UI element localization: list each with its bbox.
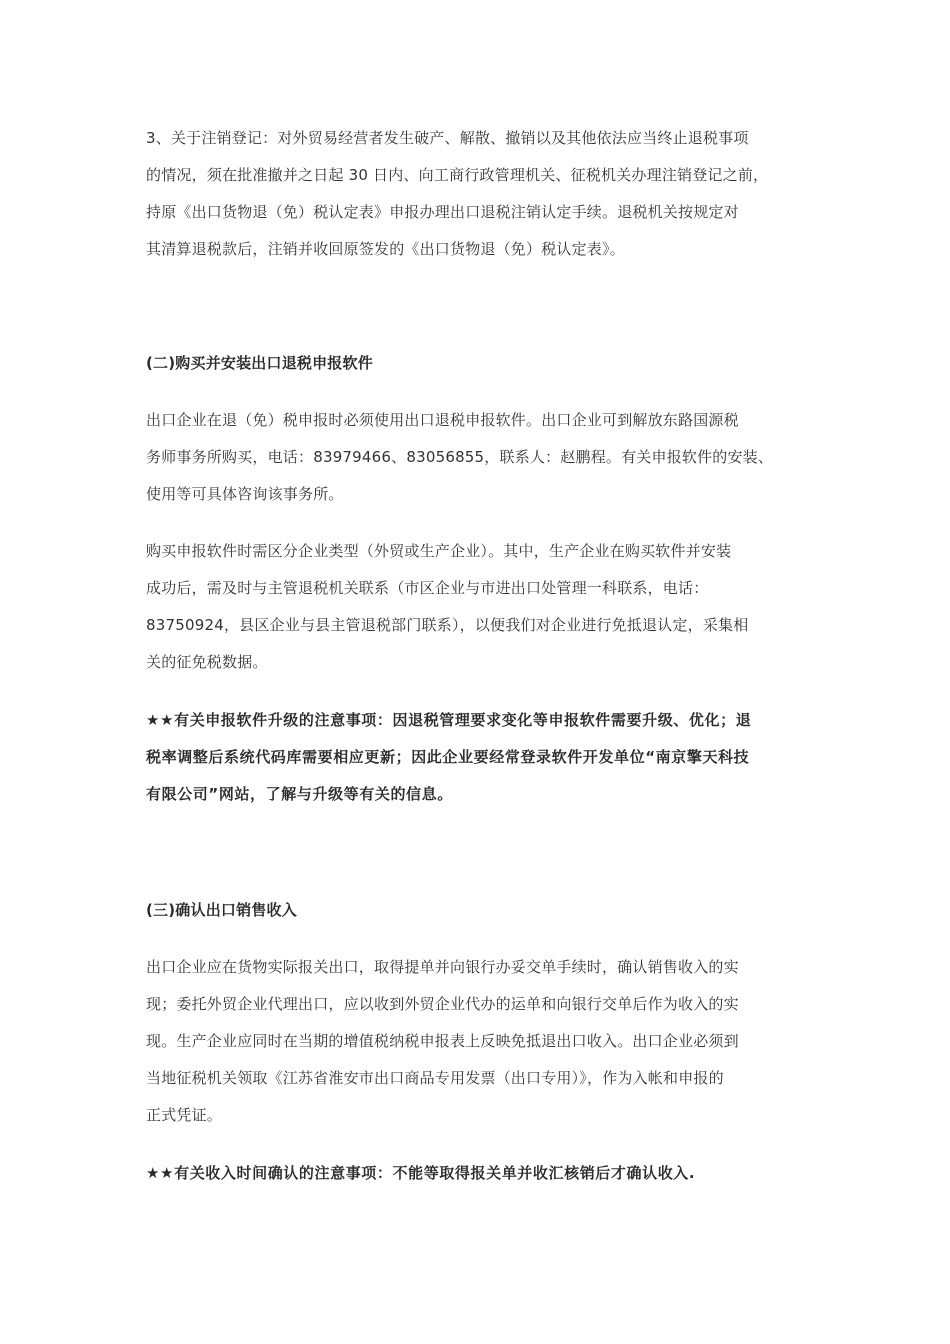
note-line: ★★有关申报软件升级的注意事项：因退税管理要求变化等申报软件需要升级、优化；退 <box>146 711 752 729</box>
software-paragraph-2 <box>146 533 811 681</box>
paragraph-line: 正式凭证。 <box>146 1106 223 1124</box>
paragraph-line: 关的征免税数据。 <box>146 653 268 671</box>
paragraph-line: 其清算退税款后，注销并收回原签发的《出口货物退（免）税认定表》。 <box>146 240 625 258</box>
paragraph-line: 当地征税机关领取《江苏省淮安市出口商品专用发票（出口专用）》，作为入帐和申报的 <box>146 1069 724 1087</box>
software-paragraph-1 <box>146 402 811 513</box>
income-paragraph <box>146 949 811 1134</box>
paragraph-line: 3、关于注销登记：对外贸易经营者发生破产、解散、撤销以及其他依法应当终止退税事项 <box>146 129 749 147</box>
paragraph-line: 出口企业应在货物实际报关出口，取得提单并向银行办妥交单手续时，确认销售收入的实 <box>146 958 739 976</box>
income-timing-note <box>146 1155 811 1192</box>
paragraph-line: 持原《出口货物退（免）税认定表》申报办理出口退税注销认定手续。退税机关按规定对 <box>146 203 739 221</box>
section-heading: (二)购买并安装出口退税申报软件 <box>146 354 373 372</box>
paragraph-line: 购买申报软件时需区分企业类型（外贸或生产企业）。其中，生产企业在购买软件并安装 <box>146 542 732 560</box>
note-line: 有限公司”网站，了解与升级等有关的信息。 <box>146 785 453 803</box>
software-upgrade-note <box>146 702 811 813</box>
paragraph-line: 现；委托外贸企业代理出口，应以收到外贸企业代办的运单和向银行交单后作为收入的实 <box>146 995 739 1013</box>
section-heading-software <box>146 345 811 382</box>
paragraph-line: 成功后，需及时与主管退税机关联系（市区企业与市进出口处管理一科联系，电话： <box>146 579 709 597</box>
paragraph-line: 83750924，县区企业与县主管退税部门联系），以便我们对企业进行免抵退认定，采集相 <box>146 616 749 634</box>
paragraph-line: 的情况，须在批准撤并之日起 30 日内、向工商行政管理机关、征税机关办理注销登记之前， <box>146 166 769 184</box>
section-heading: (三)确认出口销售收入 <box>146 901 297 919</box>
paragraph-line: 务师事务所购买，电话：83979466、83056855，联系人：赵鹏程。有关申报软件的安装、 <box>146 448 774 466</box>
note-line: 税率调整后系统代码库需要相应更新；因此企业要经常登录软件开发单位“南京擎天科技 <box>146 748 750 766</box>
note-line: ★★有关收入时间确认的注意事项：不能等取得报关单并收汇核销后才确认收入. <box>146 1164 696 1182</box>
paragraph-line: 使用等可具体咨询该事务所。 <box>146 485 344 503</box>
cancellation-paragraph <box>146 120 811 268</box>
section-heading-income <box>146 892 811 929</box>
paragraph-line: 现。生产企业应同时在当期的增值税纳税申报表上反映免抵退出口收入。出口企业必须到 <box>146 1032 739 1050</box>
paragraph-line: 出口企业在退（免）税申报时必须使用出口退税申报软件。出口企业可到解放东路国源税 <box>146 411 739 429</box>
